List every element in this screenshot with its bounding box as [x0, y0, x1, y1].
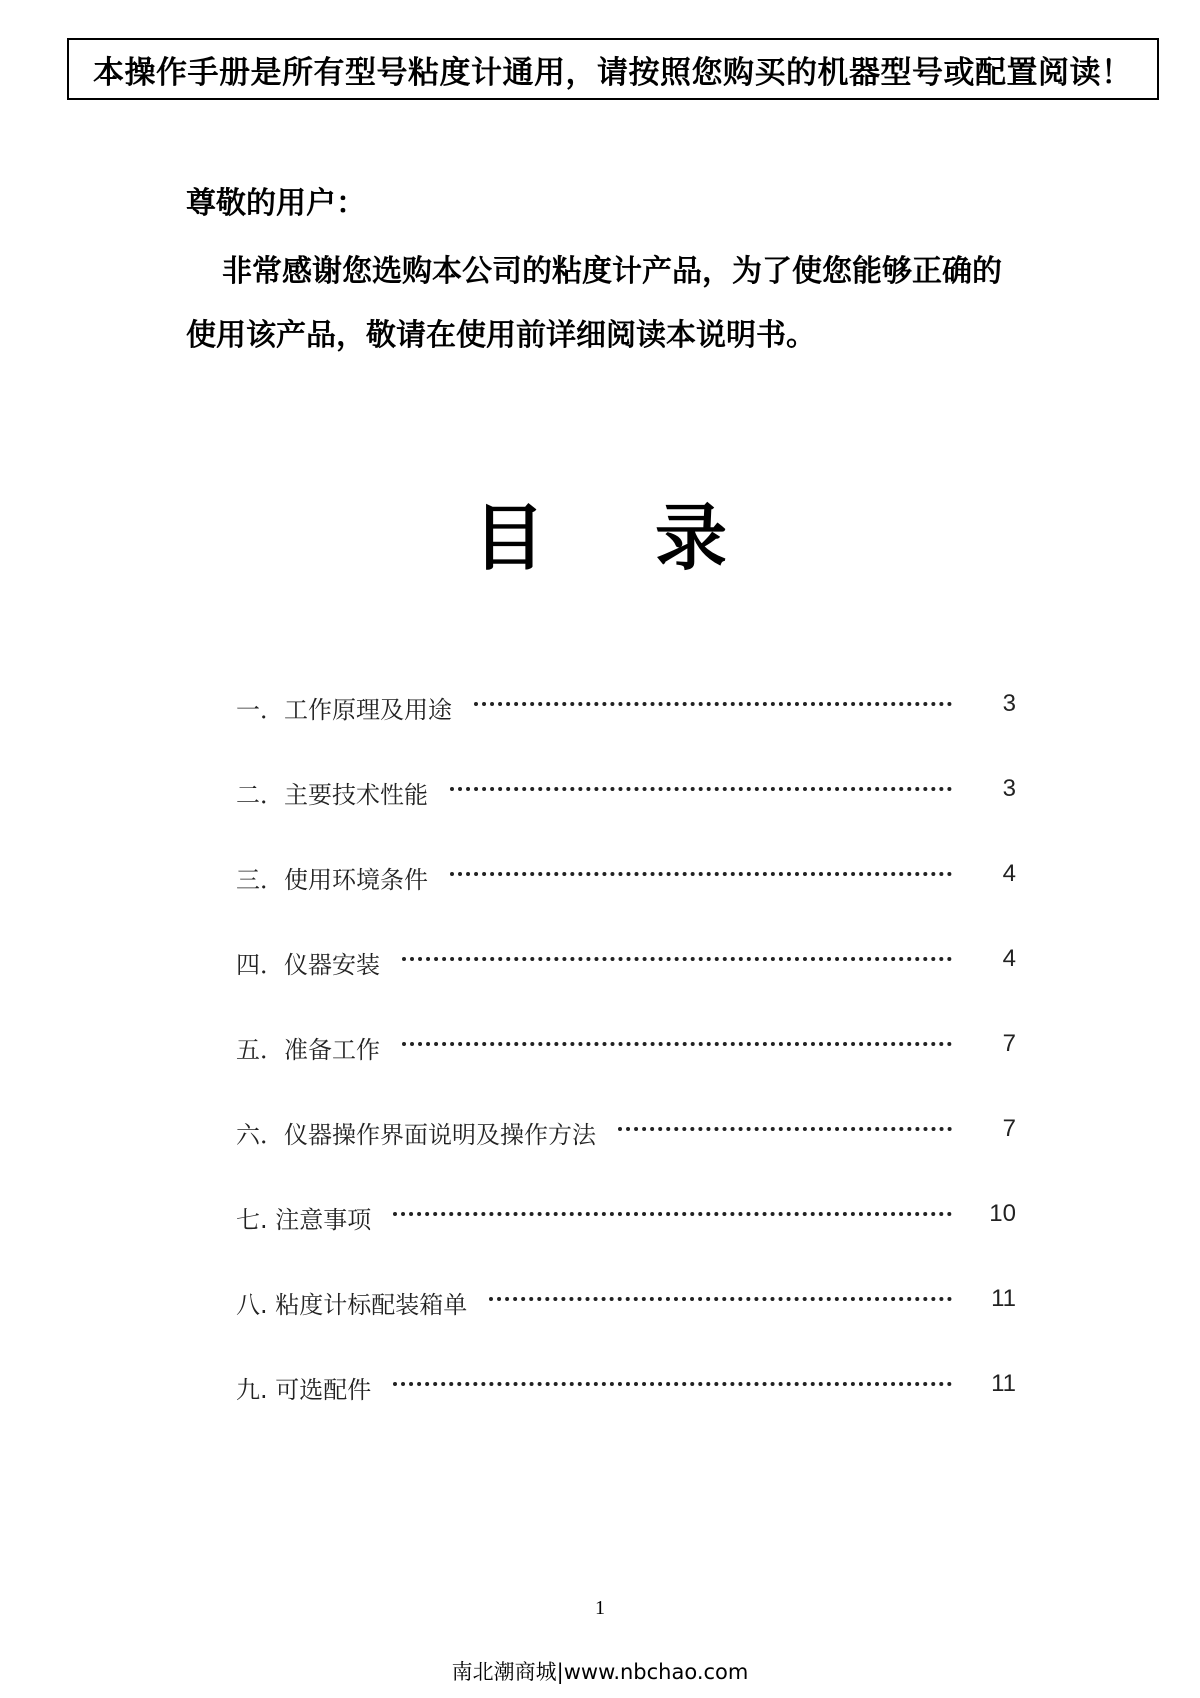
toc-leader-dots: [474, 690, 952, 706]
toc-item-label: 五．准备工作: [236, 1036, 380, 1064]
toc-item-page: 3: [1002, 690, 1016, 717]
toc-leader-dots: [450, 775, 952, 791]
toc-item-label: 二．主要技术性能: [236, 781, 428, 809]
notice-text: 本操作手册是所有型号粘度计通用，请按照您购买的机器型号或配置阅读！: [93, 54, 1133, 91]
toc-item-page: 11: [991, 1370, 1016, 1397]
toc-item[interactable]: [236, 945, 1016, 1030]
toc-item-page: 4: [1002, 860, 1016, 887]
toc-item[interactable]: [236, 1200, 1016, 1285]
notice-box: [67, 38, 1159, 100]
toc-item[interactable]: [236, 860, 1016, 945]
toc-leader-dots: [393, 1200, 952, 1216]
toc-title: [0, 480, 1200, 584]
toc-item-page: 3: [1002, 775, 1016, 802]
toc-item[interactable]: [236, 1030, 1016, 1115]
toc-item-label: 七. 注意事项: [236, 1206, 372, 1234]
toc-item[interactable]: [236, 775, 1016, 860]
toc-item[interactable]: [236, 1285, 1016, 1370]
toc-leader-dots: [450, 860, 952, 876]
toc-item-page: 11: [991, 1285, 1016, 1312]
toc-item-label: 九. 可选配件: [236, 1376, 372, 1404]
toc-leader-dots: [402, 1030, 952, 1046]
footer-credit: 南北潮商城|www.nbchao.com: [451, 1660, 749, 1684]
toc-item-label: 八. 粘度计标配装箱单: [236, 1291, 468, 1319]
toc-item[interactable]: [236, 690, 1016, 775]
toc-title-part2: 录: [655, 496, 728, 580]
toc-item-page: 4: [1002, 945, 1016, 972]
toc-item-page: 7: [1002, 1115, 1016, 1142]
toc-leader-dots: [618, 1115, 952, 1131]
toc-item[interactable]: [236, 1115, 1016, 1200]
toc-leader-dots: [489, 1285, 952, 1301]
toc-list: [236, 690, 1016, 1455]
toc-item-page: 7: [1002, 1030, 1016, 1057]
greeting: 尊敬的用户：: [186, 186, 366, 221]
toc-item-page: 10: [989, 1200, 1016, 1227]
toc-item-label: 四．仪器安装: [236, 951, 380, 979]
toc-item-label: 一．工作原理及用途: [236, 696, 452, 724]
toc-leader-dots: [393, 1370, 952, 1386]
intro-paragraph: 非常感谢您选购本公司的粘度计产品，为了使您能够正确的使用该产品，敬请在使用前详细阅读本说明书。: [186, 254, 1002, 353]
toc-title-part1: 目: [472, 496, 545, 580]
toc-item[interactable]: [236, 1370, 1016, 1455]
toc-item-label: 三．使用环境条件: [236, 866, 428, 894]
page-number: 1: [595, 1597, 605, 1619]
toc-leader-dots: [402, 945, 952, 961]
toc-item-label: 六．仪器操作界面说明及操作方法: [236, 1121, 596, 1149]
